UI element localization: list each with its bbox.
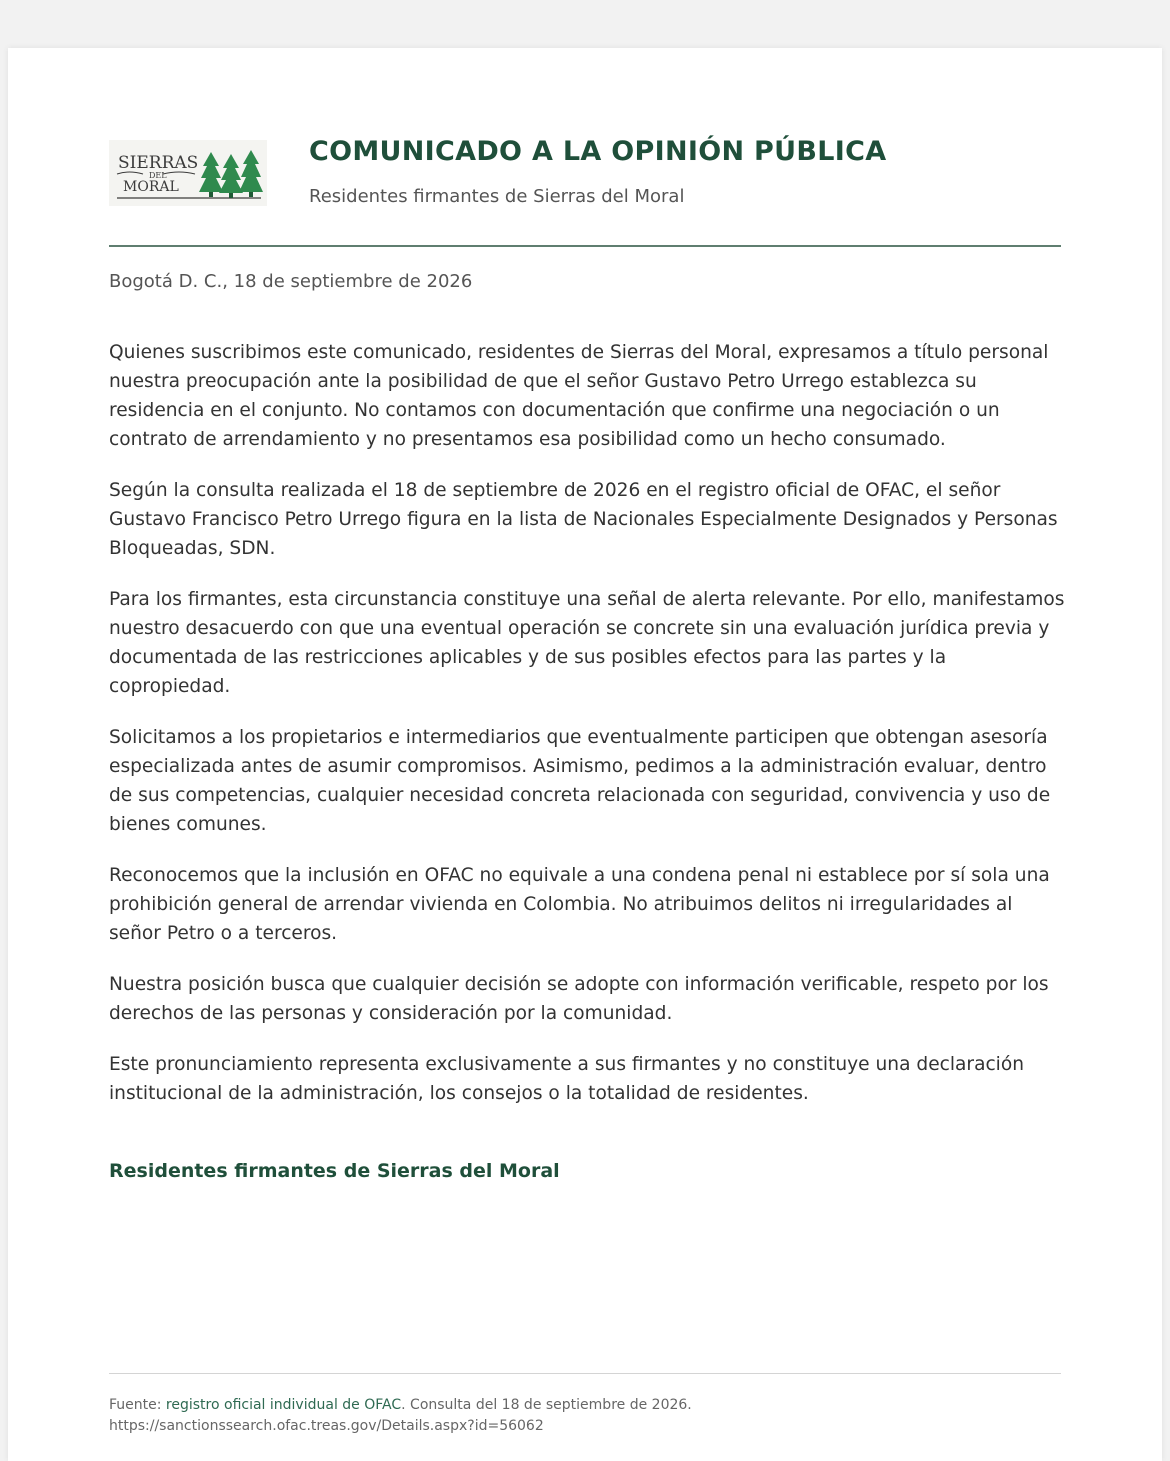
- footer-source-rest: . Consulta del 18 de septiembre de 2026.: [401, 1397, 692, 1413]
- ofac-registry-link[interactable]: registro oficial individual de OFAC: [165, 1397, 402, 1413]
- sierras-del-moral-logo: [109, 140, 267, 206]
- paragraph: Para los firmantes, esta circunstancia constituye una señal de alerta relevante. Por ello, manifestamos nuestro desacuerdo con que una eventual operación se concrete sin una evaluación jurídica previa y documentada de las restricciones aplicables y de sus posibles efectos para las partes y la copropiedad.: [109, 589, 1065, 697]
- logo-text-line3: MORAL: [123, 179, 179, 195]
- footer-divider: [109, 1373, 1061, 1374]
- paragraph: Nuestra posición busca que cualquier decisión se adopte con información verificable, respeto por los derechos de las personas y consideración por la comunidad.: [109, 974, 1049, 1024]
- footer-url: https://sanctionssearch.ofac.treas.gov/Details.aspx?id=56062: [109, 1418, 544, 1434]
- paragraph: Reconocemos que la inclusión en OFAC no equivale a una condena penal ni establece por sí sola una prohibición general de arrendar vivienda en Colombia. No atribuimos delitos ni irregularidades al señor Petro o a terceros.: [109, 865, 1050, 944]
- page-subtitle: Residentes firmantes de Sierras del Moral: [309, 186, 685, 207]
- paragraph: Este pronunciamiento representa exclusivamente a sus firmantes y no constituye una declaración institucional de la administración, los consejos o la totalidad de residentes.: [109, 1054, 1025, 1104]
- footer-source-label: Fuente:: [109, 1397, 166, 1413]
- logo-graphic: [109, 140, 267, 206]
- document-date: Bogotá D. C., 18 de septiembre de 2026: [109, 271, 473, 292]
- signature: Residentes firmantes de Sierras del Moral: [109, 1160, 560, 1182]
- paragraph: Según la consulta realizada el 18 de septiembre de 2026 en el registro oficial de OFAC, el señor Gustavo Francisco Petro Urrego figura en la lista de Nacionales Especialmente Designados y Personas Bloqueadas, SDN.: [109, 480, 1058, 559]
- document-page: [8, 48, 1162, 1461]
- logo-text-line1: SIERRAS: [118, 153, 199, 173]
- pine-trees-icon: [199, 150, 263, 198]
- paragraph: Solicitamos a los propietarios e intermediarios que eventualmente participen que obtengan asesoría especializada antes de asumir compromisos. Asimismo, pedimos a la administración evaluar, dentro de sus competencias, cualquier necesidad concreta relacionada con seguridad, convivencia y uso de bienes comunes.: [109, 727, 1051, 835]
- header-divider: [109, 245, 1061, 247]
- footer-source: [109, 1395, 692, 1437]
- logo-text-line2: DEL: [149, 171, 167, 180]
- footer-source-line: [109, 1395, 692, 1416]
- document-body: [109, 338, 1069, 1130]
- paragraph: Quienes suscribimos este comunicado, residentes de Sierras del Moral, expresamos a título personal nuestra preocupación ante la posibilidad de que el señor Gustavo Petro Urrego establezca su residencia en el conjunto. No contamos con documentación que confirme una negociación o un contrato de arrendamiento y no presentamos esa posibilidad como un hecho consumado.: [109, 342, 1049, 450]
- page-title: COMUNICADO A LA OPINIÓN PÚBLICA: [309, 136, 887, 167]
